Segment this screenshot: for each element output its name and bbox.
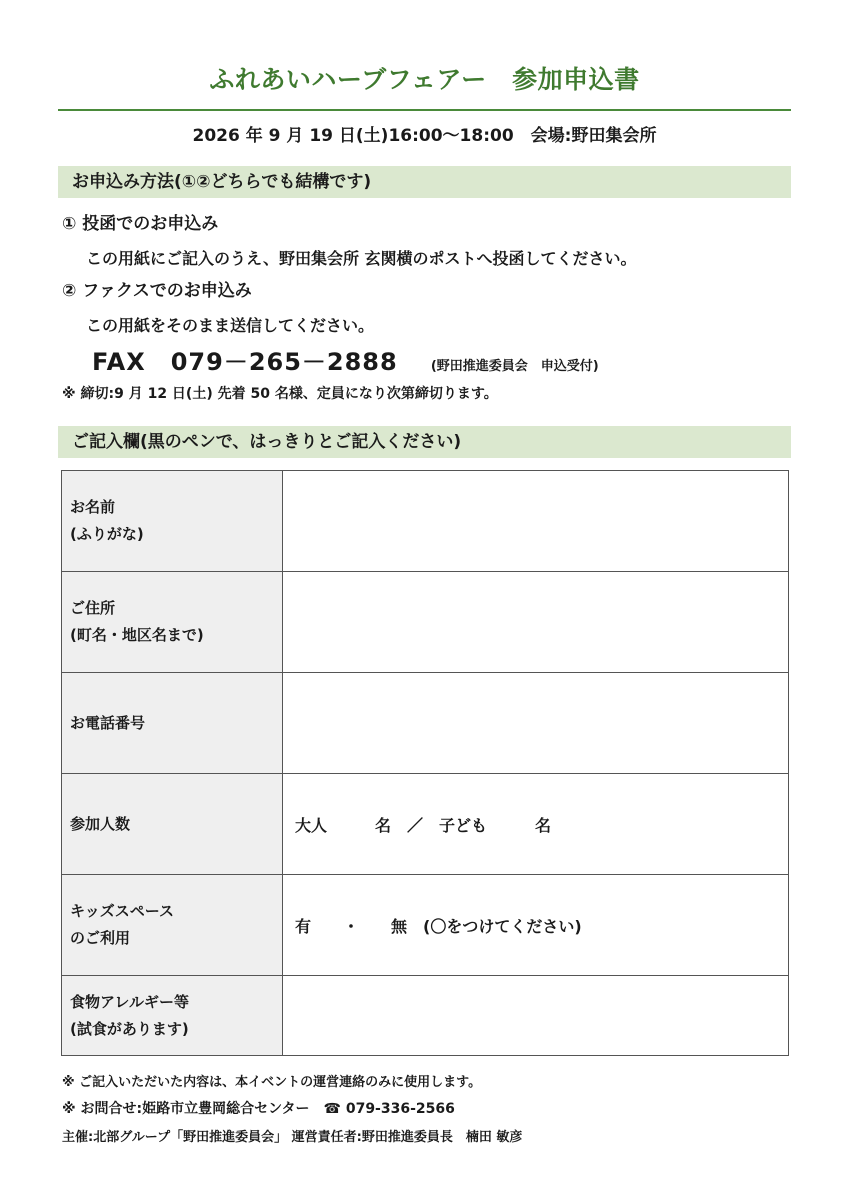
application-form-table (61, 470, 789, 1056)
form-row-participants (62, 774, 789, 875)
method1-title: ① 投函でのお申込み (62, 214, 219, 234)
contact-note: ※ お問合せ:姫路市立豊岡総合センター ☎ 079-336-2566 (62, 1101, 455, 1117)
participants-label (62, 774, 283, 875)
method2-title: ② ファクスでのお申込み (62, 281, 252, 301)
allergy-label-line1: 食物アレルギー等 (70, 992, 190, 1011)
deadline-note: ※ 締切:9 月 12 日(土) 先着 50 名様、定員になり次第締切ります。 (62, 386, 498, 402)
method1-body: この用紙にご記入のうえ、野田集会所 玄関横のポストへ投函してください。 (86, 249, 637, 268)
form-row-phone (62, 673, 789, 774)
phone-label (62, 673, 283, 774)
organizer-note: 主催:北部グループ「野田推進委員会」 運営責任者:野田推進委員長 楠田 敏彦 (62, 1130, 523, 1145)
kids-space-label-line2: のご利用 (70, 929, 131, 947)
allergy-field[interactable] (283, 976, 789, 1056)
kids-space-value: 有 ・ 無 (〇をつけてください) (295, 916, 582, 936)
phone-field[interactable] (283, 673, 789, 774)
fax-line (92, 342, 599, 377)
title-underline (58, 109, 791, 111)
address-label-line2: (町名・地区名まで) (70, 626, 204, 644)
form-row-allergy (62, 976, 789, 1056)
privacy-note: ※ ご記入いただいた内容は、本イベントの運営連絡のみに使用します。 (62, 1075, 482, 1090)
name-label-line2: (ふりがな) (70, 525, 144, 543)
method2-body: この用紙をそのまま送信してください。 (86, 316, 375, 335)
address-field[interactable] (283, 572, 789, 673)
fax-number: FAX 079－265－2888 (92, 348, 398, 376)
participants-value: 大人 名 ／ 子ども 名 (295, 815, 552, 835)
name-field[interactable] (283, 471, 789, 572)
form-row-address (62, 572, 789, 673)
participants-field[interactable] (283, 774, 789, 875)
name-label (62, 471, 283, 572)
application-method-heading: お申込み方法(①②どちらでも結構です) (58, 166, 791, 198)
kids-space-label (62, 875, 283, 976)
document-title: ふれあいハーブフェアー 参加申込書 (209, 65, 640, 94)
kids-space-field[interactable] (283, 875, 789, 976)
fax-note: (野田推進委員会 申込受付) (430, 359, 599, 374)
phone-label-line1: お電話番号 (70, 713, 146, 732)
event-info: 2026 年 9 月 19 日(土)16:00～18:00 会場:野田集会所 (192, 126, 657, 146)
form-heading: ご記入欄(黒のペンで、はっきりとご記入ください) (58, 426, 791, 458)
allergy-label (62, 976, 283, 1056)
kids-space-label-line1: キッズスペース (70, 902, 174, 920)
form-row-kids-space (62, 875, 789, 976)
participants-label-line1: 参加人数 (70, 814, 131, 833)
allergy-label-line2: (試食があります) (70, 1019, 189, 1038)
address-label-line1: ご住所 (70, 599, 116, 617)
name-label-line1: お名前 (70, 498, 116, 516)
form-row-name (62, 471, 789, 572)
address-label (62, 572, 283, 673)
